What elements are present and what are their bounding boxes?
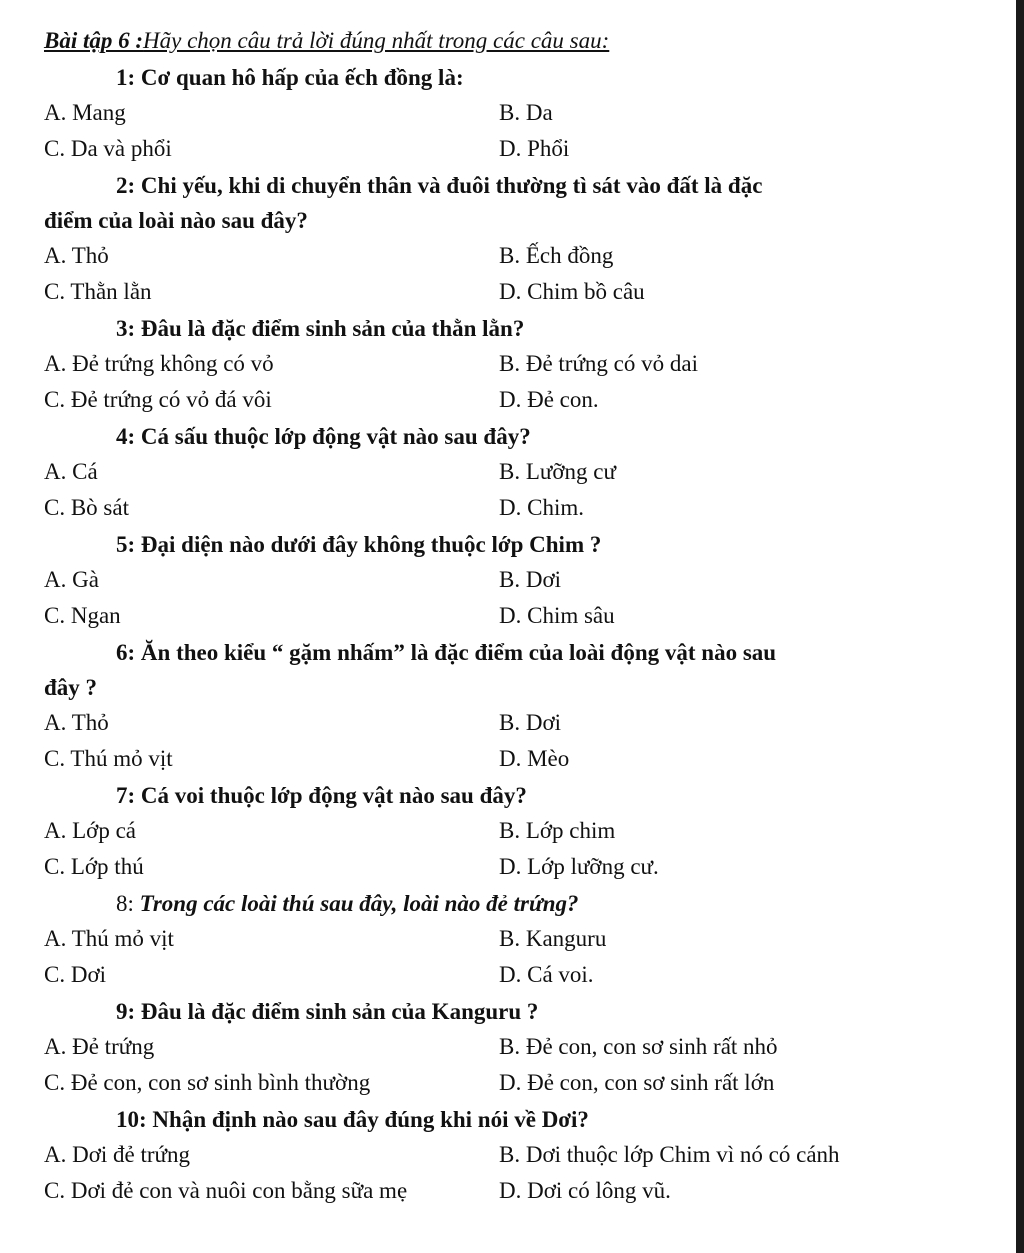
question-number: 3: bbox=[116, 316, 141, 341]
option-c: C. Da và phổi bbox=[44, 136, 172, 161]
option-a: A. Thỏ bbox=[44, 243, 109, 268]
option-c: C. Ngan bbox=[44, 603, 121, 628]
option-b: B. Dơi bbox=[499, 567, 562, 592]
question-text: Đâu là đặc điểm sinh sản của thằn lằn? bbox=[140, 316, 525, 341]
option-d: D. Đẻ con. bbox=[499, 387, 599, 412]
question-9 bbox=[44, 994, 994, 1101]
question-text: Chi yếu, khi di chuyển thân và đuôi thường tì sát vào đất là đặc bbox=[140, 173, 763, 198]
option-c: C. Lớp thú bbox=[44, 854, 144, 879]
question-2 bbox=[44, 168, 994, 310]
question-text: Ăn theo kiểu “ gặm nhấm” là đặc điểm của loài động vật nào sau bbox=[140, 640, 777, 665]
option-d: D. Chim bồ câu bbox=[499, 279, 645, 304]
question-number: 1: bbox=[116, 65, 141, 90]
option-d: D. Phổi bbox=[499, 136, 570, 161]
question-4 bbox=[44, 419, 994, 526]
option-d: D. Cá voi. bbox=[499, 962, 594, 987]
worksheet bbox=[44, 24, 994, 1210]
option-d: D. Chim. bbox=[499, 495, 584, 520]
question-number: 8: bbox=[116, 891, 140, 916]
option-b: B. Ếch đồng bbox=[499, 243, 614, 268]
option-b: B. Da bbox=[499, 100, 553, 125]
question-3 bbox=[44, 311, 994, 418]
option-c: C. Dơi đẻ con và nuôi con bằng sữa mẹ bbox=[44, 1178, 408, 1203]
option-c: C. Thằn lằn bbox=[44, 279, 152, 304]
question-number: 4: bbox=[116, 424, 141, 449]
exercise-title bbox=[44, 24, 994, 58]
exercise-instruction: Hãy chọn câu trả lời đúng nhất trong các câu sau: bbox=[143, 28, 610, 53]
option-c: C. Bò sát bbox=[44, 495, 129, 520]
option-a: A. Mang bbox=[44, 100, 126, 125]
question-text-continued: đây ? bbox=[44, 675, 98, 700]
question-number: 9: bbox=[116, 999, 141, 1024]
question-6 bbox=[44, 635, 994, 777]
scan-right-edge bbox=[1016, 0, 1024, 1253]
option-a: A. Dơi đẻ trứng bbox=[44, 1142, 190, 1167]
option-c: C. Dơi bbox=[44, 962, 107, 987]
option-a: A. Gà bbox=[44, 567, 99, 592]
option-d: D. Đẻ con, con sơ sinh rất lớn bbox=[499, 1070, 775, 1095]
question-text: Đại diện nào dưới đây không thuộc lớp Chim ? bbox=[140, 532, 602, 557]
question-number: 7: bbox=[116, 783, 141, 808]
option-b: B. Kanguru bbox=[499, 926, 607, 951]
option-d: D. Mèo bbox=[499, 746, 570, 771]
question-10 bbox=[44, 1102, 994, 1209]
question-5 bbox=[44, 527, 994, 634]
option-a: A. Lớp cá bbox=[44, 818, 136, 843]
option-d: D. Lớp lưỡng cư. bbox=[499, 854, 659, 879]
option-b: B. Dơi bbox=[499, 710, 562, 735]
option-a: A. Đẻ trứng bbox=[44, 1034, 155, 1059]
option-a: A. Thú mỏ vịt bbox=[44, 926, 174, 951]
question-number: 6: bbox=[116, 640, 141, 665]
option-c: C. Đẻ trứng có vỏ đá vôi bbox=[44, 387, 272, 412]
question-text-continued: điểm của loài nào sau đây? bbox=[44, 208, 308, 233]
option-c: C. Thú mỏ vịt bbox=[44, 746, 173, 771]
option-d: D. Dơi có lông vũ. bbox=[499, 1178, 671, 1203]
option-b: B. Dơi thuộc lớp Chim vì nó có cánh bbox=[499, 1142, 840, 1167]
question-text: Nhận định nào sau đây đúng khi nói về Dơi? bbox=[152, 1107, 589, 1132]
question-1 bbox=[44, 60, 994, 167]
option-a: A. Cá bbox=[44, 459, 98, 484]
option-b: B. Lưỡng cư bbox=[499, 459, 616, 484]
option-d: D. Chim sâu bbox=[499, 603, 615, 628]
question-7 bbox=[44, 778, 994, 885]
option-a: A. Thỏ bbox=[44, 710, 109, 735]
question-number: 10: bbox=[116, 1107, 153, 1132]
question-text: Cơ quan hô hấp của ếch đồng là: bbox=[140, 65, 464, 90]
exercise-number: Bài tập 6 : bbox=[44, 28, 144, 53]
question-text: Cá voi thuộc lớp động vật nào sau đây? bbox=[140, 783, 527, 808]
option-b: B. Đẻ trứng có vỏ dai bbox=[499, 351, 698, 376]
question-text: Đâu là đặc điểm sinh sản của Kanguru ? bbox=[140, 999, 539, 1024]
question-text: Trong các loài thú sau đây, loài nào đẻ trứng? bbox=[139, 891, 579, 916]
option-b: B. Đẻ con, con sơ sinh rất nhỏ bbox=[499, 1034, 778, 1059]
option-c: C. Đẻ con, con sơ sinh bình thường bbox=[44, 1070, 371, 1095]
option-b: B. Lớp chim bbox=[499, 818, 616, 843]
question-text: Cá sấu thuộc lớp động vật nào sau đây? bbox=[140, 424, 531, 449]
question-number: 2: bbox=[116, 173, 141, 198]
option-a: A. Đẻ trứng không có vỏ bbox=[44, 351, 274, 376]
question-number: 5: bbox=[116, 532, 141, 557]
question-8 bbox=[44, 886, 994, 993]
